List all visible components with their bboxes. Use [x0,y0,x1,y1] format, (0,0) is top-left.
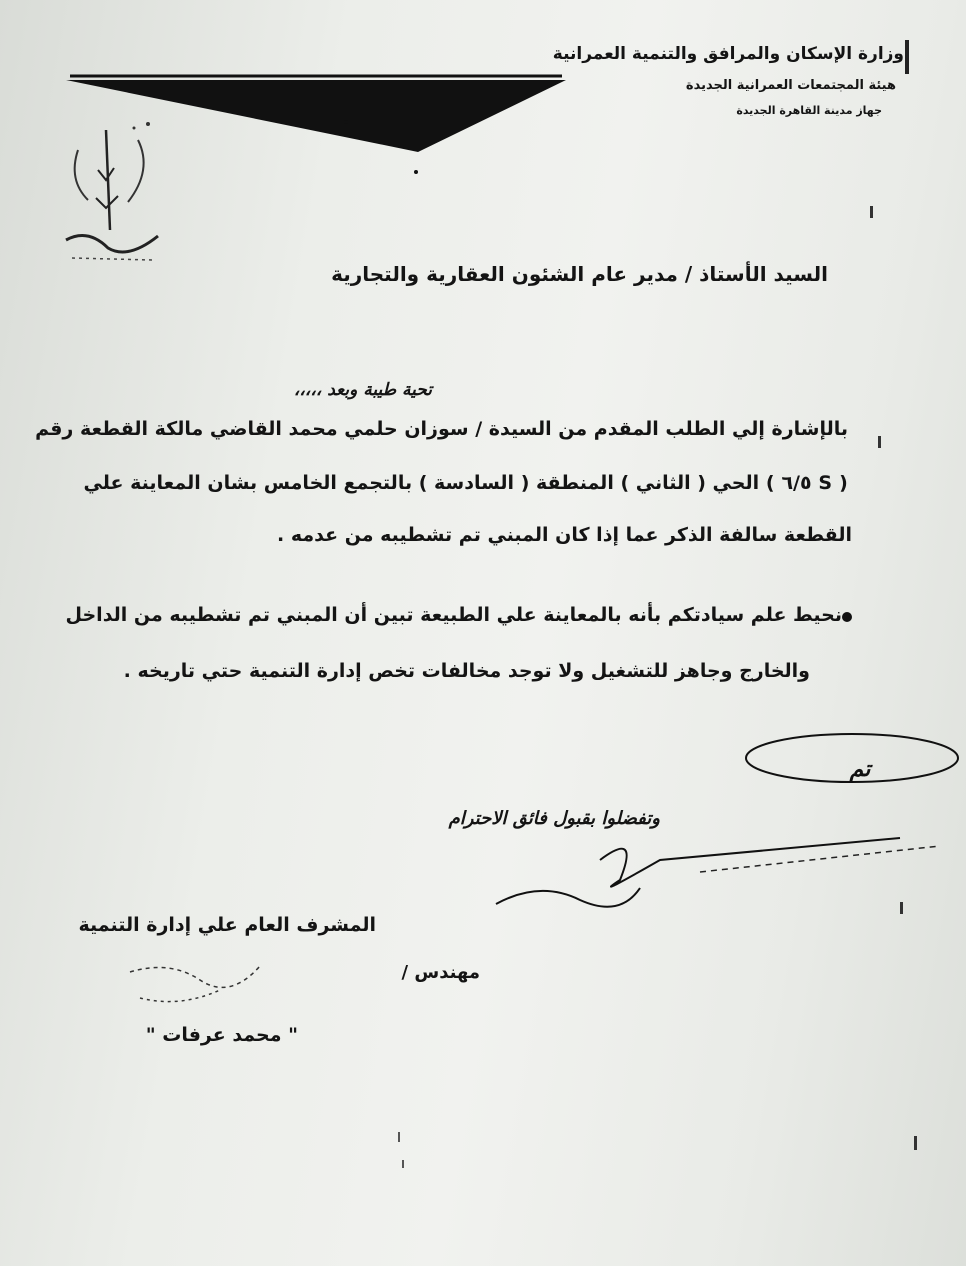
handwritten-note-text: تم [849,756,871,782]
bullet-icon [842,612,852,622]
engineer-label: مهندس / [401,962,480,983]
signature-scribble-4 [130,966,260,987]
body-line-1: بالإشارة إلي الطلب المقدم من السيدة / سوزان حلمي محمد القاضي مالكة القطعة رقم [35,418,848,440]
signature-scribble-3 [496,888,640,907]
supervisor-title: المشرف العام علي إدارة التنمية [78,914,376,936]
engineer-name: " محمد عرفات " [145,1024,298,1046]
closing-line: وتفضلوا بقبول فائق الاحترام [448,808,660,829]
emblem-logo [48,110,168,270]
bullet-line-1: نحيط علم سيادتكم بأنه بالمعاينة علي الطبيعة تبين أن المبني تم تشطيبه من الداخل [65,604,842,626]
agency-name: جهاز مدينة القاهرة الجديدة [736,104,882,117]
body-line-2: ( S ٦/٥ ) الحي ( الثاني ) المنطقة ( السادسة ) بالتجمع الخامس بشان المعاينة علي [83,472,848,494]
ministry-name: وزارة الإسكان والمرافق والتنمية العمرانية [552,44,904,64]
addressee-line: السيد الأستاذ / مدير عام الشئون العقارية والتجارية [331,262,828,286]
handwritten-note [746,734,958,782]
authority-name: هيئة المجتمعات العمرانية الجديدة [685,78,896,93]
margin-mark [905,40,909,74]
body-line-3: القطعة سالفة الذكر عما إذا كان المبني تم تشطيبه من عدمه . [277,524,852,546]
signature-scribble-2 [700,846,940,872]
signature-scribble-1 [600,838,900,887]
bullet-line-2: والخارج وجاهز للتشغيل ولا توجد مخالفات تخص إدارة التنمية حتي تاريخه . [123,660,810,682]
signature-scribble-5 [140,990,220,1002]
greeting-line: تحية طيبة وبعد ،،،،، [293,380,432,400]
